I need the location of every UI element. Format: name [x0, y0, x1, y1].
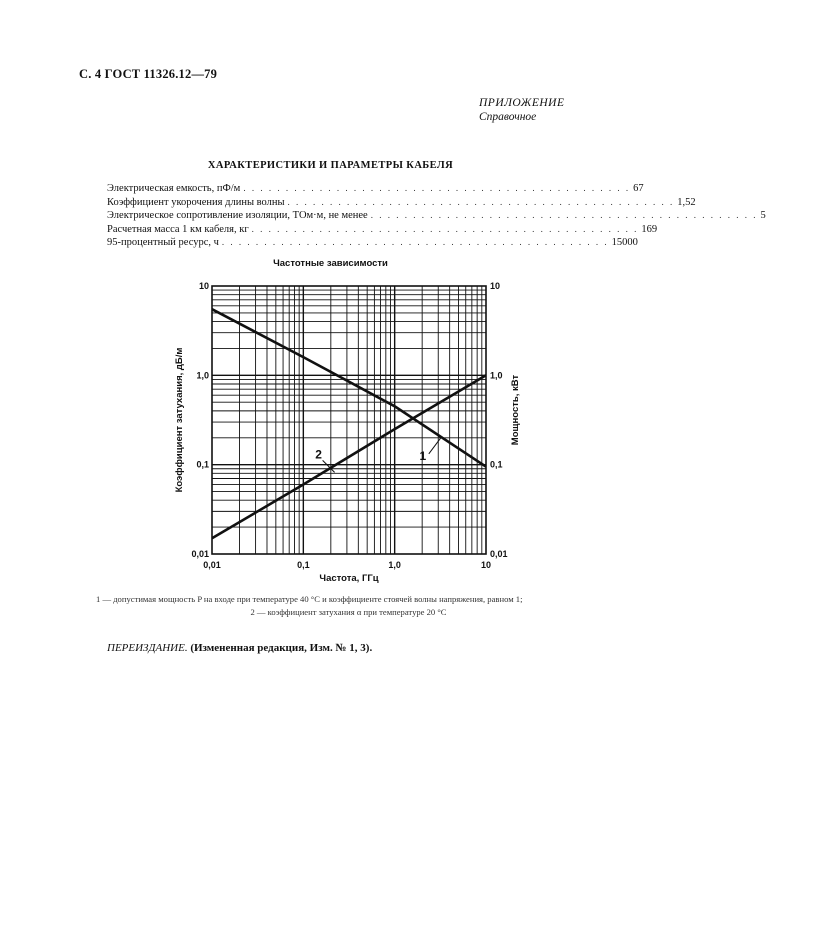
x-tick-label: 1,0 [388, 560, 401, 570]
param-row [107, 223, 658, 237]
series-leader-1 [429, 438, 441, 454]
leader-dots: . . . . . . . . . . . . . . . . . . . . . . . . . . . . . . . . . . . . . . . . . . . . . . [251, 223, 639, 234]
param-row [107, 209, 766, 223]
series-label-1: 1 [419, 448, 427, 463]
param-value: 5 [760, 210, 766, 222]
series-label-2: 2 [315, 447, 322, 462]
params-list [107, 182, 766, 250]
param-value: 169 [641, 223, 658, 235]
leader-dots: . . . . . . . . . . . . . . . . . . . . . . . . . . . . . . . . . . . . . . . . . . . . . . [287, 196, 675, 207]
y-axis-label-right: Мощность, кВт [510, 374, 521, 446]
y-tick-label-left: 0,1 [196, 459, 209, 470]
param-label: Электрическое сопротивление изоляции, ТОм·м, не менее [107, 210, 368, 222]
reissue-label: ПЕРЕИЗДАНИЕ. [107, 642, 188, 654]
x-tick-label: 0,01 [203, 560, 221, 570]
y-tick-label-right: 10 [490, 281, 501, 291]
chart-series [212, 309, 486, 538]
y-tick-label-left: 1,0 [196, 370, 209, 381]
param-value: 67 [633, 183, 644, 194]
x-axis-label: Частота, ГГц [319, 573, 379, 584]
param-label: Расчетная масса 1 км кабеля, кг [107, 223, 249, 235]
appendix-subtitle: Справочное [479, 111, 537, 123]
page-header: С. 4 ГОСТ 11326.12—79 [79, 67, 218, 81]
appendix-block [479, 96, 599, 124]
param-value: 1,52 [677, 196, 696, 208]
appendix-title: ПРИЛОЖЕНИЕ [479, 97, 565, 109]
param-label: Коэффициент укорочения длины волны [107, 196, 285, 208]
y-axis-label-left: Коэффициент затухания, дБ/м [174, 347, 185, 493]
param-row [107, 182, 644, 196]
leader-dots: . . . . . . . . . . . . . . . . . . . . . . . . . . . . . . . . . . . . . . . . . . . . . . [243, 183, 631, 193]
reissue-note [107, 642, 372, 654]
leader-dots: . . . . . . . . . . . . . . . . . . . . . . . . . . . . . . . . . . . . . . . . . . . . . . [221, 237, 609, 248]
y-tick-label-left: 10 [198, 281, 209, 291]
param-label: Электрическая емкость, пФ/м [107, 183, 241, 194]
y-tick-label-right: 0,1 [490, 459, 503, 470]
param-row [107, 236, 638, 250]
chart-title: Частотные зависимости [273, 258, 388, 269]
x-tick-label: 0,1 [297, 560, 310, 570]
y-tick-label-left: 0,01 [191, 549, 209, 559]
caption-line-1: 1 — допустимая мощность P на входе при температуре 40 °С и коэффициенте стоячей волны напряжения, равном 1; [96, 594, 523, 604]
chart-caption [96, 593, 601, 618]
param-value: 15000 [611, 237, 638, 249]
frequency-chart [160, 270, 540, 586]
y-tick-label-right: 1,0 [490, 370, 503, 381]
series-line-2 [212, 375, 486, 538]
section-title: ХАРАКТЕРИСТИКИ И ПАРАМЕТРЫ КАБЕЛЯ [207, 160, 454, 171]
reissue-edition: (Измененная редакция, Изм. № 1, 3). [190, 642, 373, 654]
param-row [107, 196, 696, 210]
param-label: 95-процентный ресурс, ч [107, 237, 219, 249]
caption-line-2: 2 — коэффициент затухания α при температуре 20 °С [250, 606, 447, 617]
y-tick-label-right: 0,01 [490, 549, 508, 559]
x-tick-label: 10 [480, 560, 492, 570]
leader-dots: . . . . . . . . . . . . . . . . . . . . . . . . . . . . . . . . . . . . . . . . . . . . . . [370, 210, 758, 221]
